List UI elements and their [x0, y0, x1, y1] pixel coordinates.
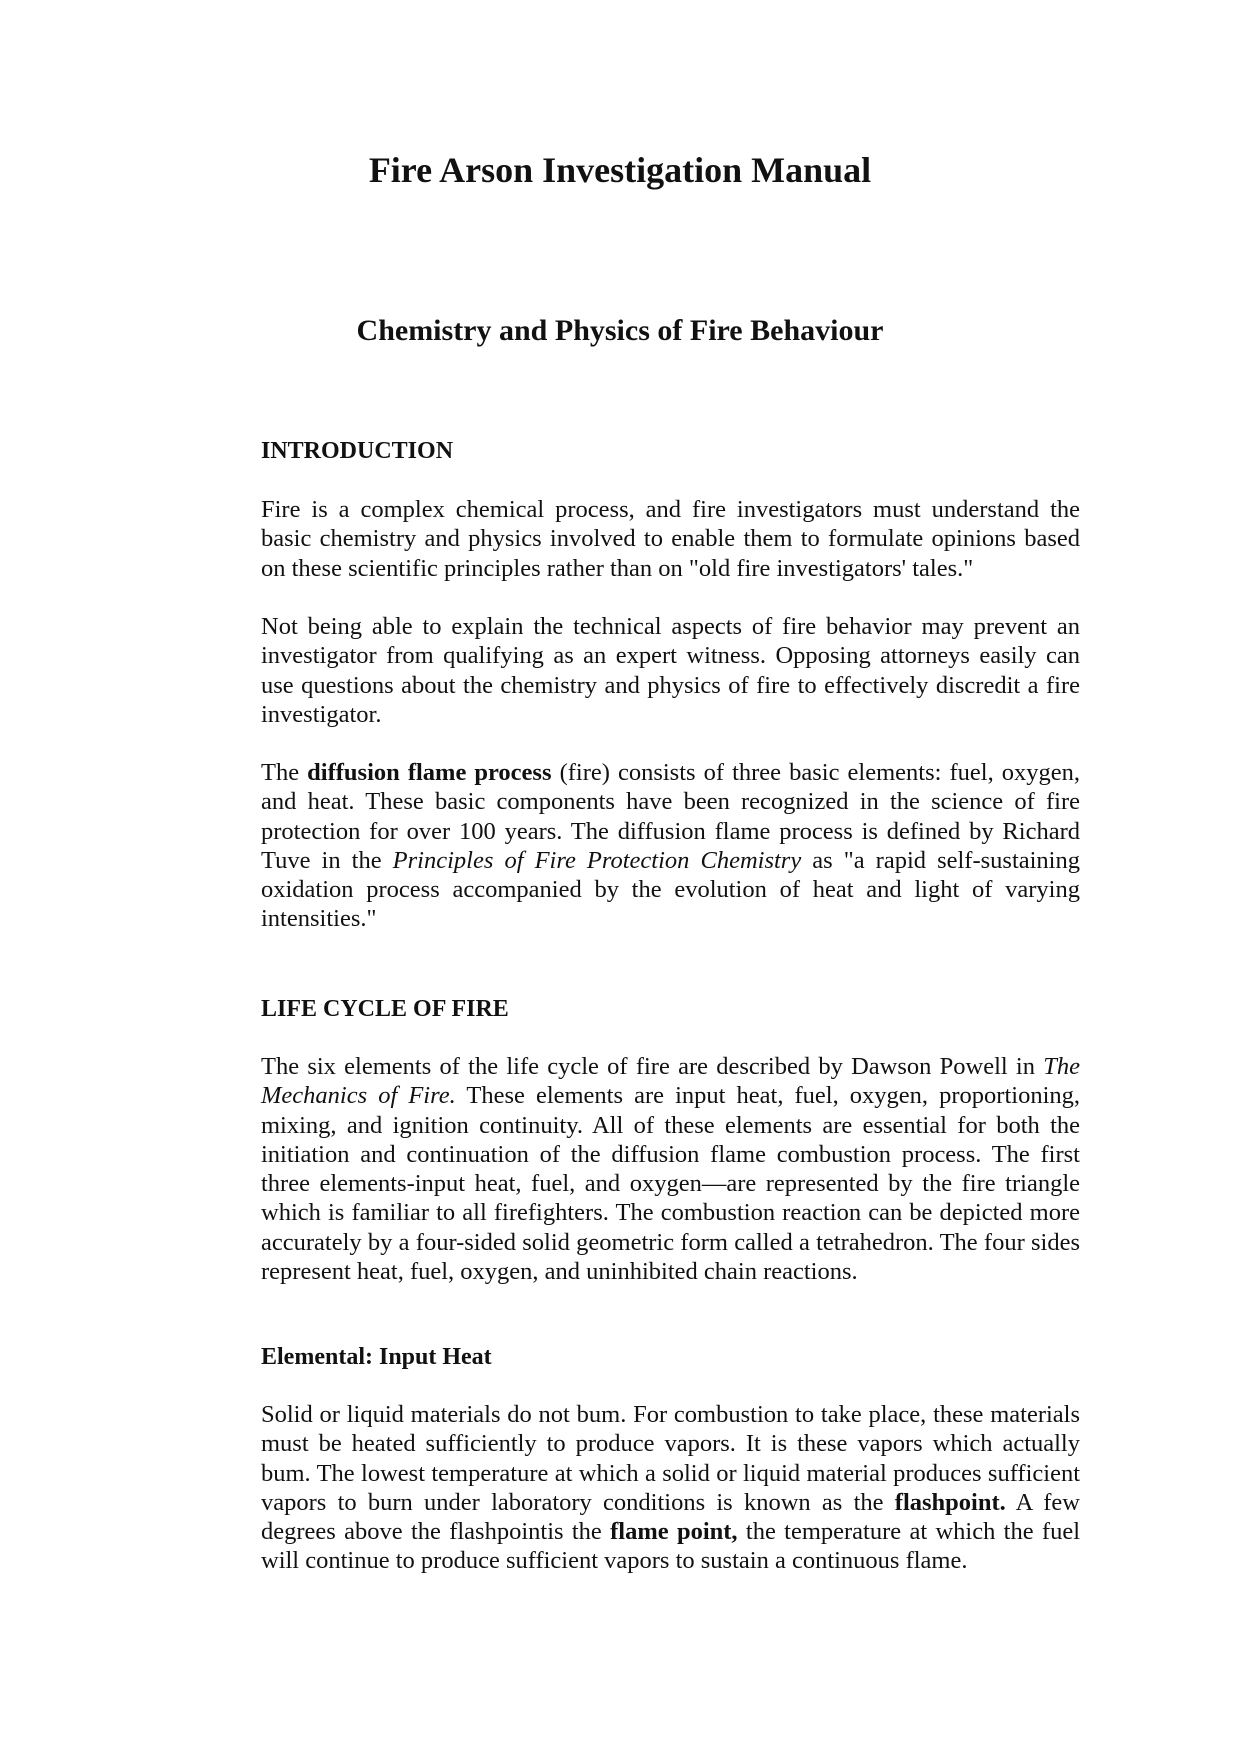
document-subtitle: Chemistry and Physics of Fire Behaviour: [356, 314, 884, 347]
book-title-mechanics: The Mechanics of Fire.: [261, 1053, 1080, 1110]
life-cycle-paragraph-1: [261, 1052, 1080, 1286]
introduction-paragraph-3: [261, 758, 1080, 934]
input-heat-paragraph-1: [261, 1400, 1080, 1576]
text-run: the temperature at which the fuel will continue to produce sufficient vapors to sustain a continuous flame.: [261, 1518, 1081, 1575]
text-run: (fire) consists of three basic elements: fuel, oxygen, and heat. These basic components have been recognized in the science of fire protection for over 100 years. The diffusion flame process is defined by Richard Tuve in the: [261, 759, 1081, 874]
text-run: Solid or liquid materials do not bum. For combustion to take place, these materials must be heated sufficiently to produce vapors. It is these vapors which actually bum. The lowest temperature at which a solid or liquid material produces sufficient vapors to burn under laboratory conditions is known as the: [261, 1401, 1080, 1516]
text-run: The six elements of the life cycle of fire are described by Dawson Powell in: [261, 1053, 1044, 1080]
introduction-paragraph-1: Fire is a complex chemical process, and fire investigators must understand the basic chemistry and physics involved to enable them to formulate opinions based on these scientific principles rather than on "old fire investigators' tales.": [261, 496, 1080, 582]
section-heading-input-heat: Elemental: Input Heat: [261, 1344, 492, 1370]
text-run: as "a rapid self-sustaining oxidation process accompanied by the evolution of heat and light of varying intensities.": [261, 846, 1080, 933]
term-flame-point: flame point,: [610, 1518, 738, 1546]
text-run: The: [261, 759, 308, 786]
section-heading-introduction: INTRODUCTION: [261, 438, 454, 464]
text-run: These elements are input heat, fuel, oxygen, proportioning, mixing, and ignition continuity. All of these elements are essential for both the initiation and continuation of the diffusion flame combustion process. The first three elements-input heat, fuel, and oxygen—are represented by the fire triangle which is familiar to all firefighters. The combustion reaction can be depicted more accurately by a four-sided solid geometric form called a tetrahedron. The four sides represent heat, fuel, oxygen, and uninhibited chain reactions.: [261, 1082, 1080, 1286]
term-flashpoint: flashpoint.: [894, 1488, 1006, 1516]
term-diffusion-flame-process: diffusion flame process: [307, 759, 552, 786]
section-heading-life-cycle: LIFE CYCLE OF FIRE: [261, 996, 509, 1022]
book-title-principles: Principles of Fire Protection Chemistry: [392, 846, 802, 874]
introduction-paragraph-2: Not being able to explain the technical aspects of fire behavior may prevent an investigator from qualifying as an expert witness. Opposing attorneys easily can use questions about the chemistry and physics of fire to effectively discredit a fire investigator.: [261, 613, 1080, 728]
text-run: A few degrees above the flashpointis the: [261, 1488, 1080, 1546]
document-title: Fire Arson Investigation Manual: [368, 150, 872, 190]
